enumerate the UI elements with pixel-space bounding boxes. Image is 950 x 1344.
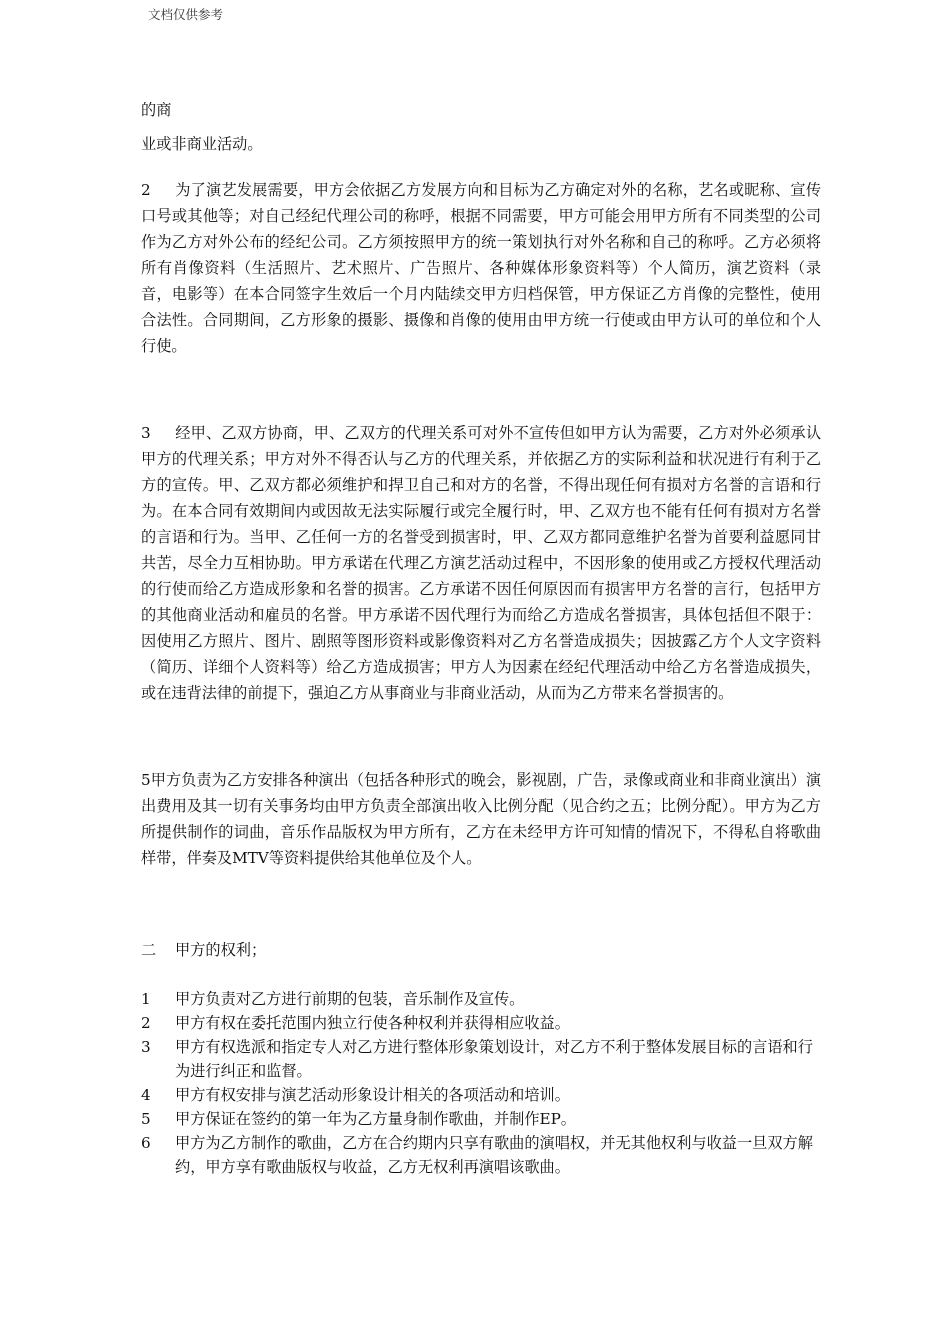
intro-line-1: 的商	[141, 101, 172, 119]
clause-3-text: 经甲、乙双方协商，甲、乙双方的代理关系可对外不宣传但如甲方认为需要，乙方对外必须承认甲方的代理关系；甲方对外不得否认与乙方的代理关系，并依据乙方的实际利益和状况进行有利于乙方的宣传。甲、乙双方都必须维护和捍卫自己和对方的名誉，不得出现任何有损对方名誉的言语和行为。在本合同有效期间内或因故无法实际履行或完全履行时，甲、乙双方也不能有任何有损对方名誉的言语和行为。当甲、乙任何一方的名誉受到损害时，甲、乙双方都同意维护名誉为首要利益愿同甘共苦，尽全力互相协助。甲方承诺在代理乙方演艺活动过程中，不因形象的使用或乙方授权代理活动的行使而给乙方造成形象和名誉的损害。乙方承诺不因任何原因而有损害甲方名誉的言行，包括甲方的其他商业活动和雇员的名誉。甲方承诺不因代理行为而给乙方造成名誉损害，具体包括但不限于：因使用乙方照片、图片、剧照等图形资料或影像资料对乙方名誉造成损失；因披露乙方个人文字资料（简历、详细个人资料等）给乙方造成损害；甲方人为因素在经纪代理活动中给乙方名誉造成损失，或在违背法律的前提下，强迫乙方从事商业与非商业活动，从而为乙方带来名誉损害的。	[141, 424, 821, 702]
clause-5	[141, 767, 821, 871]
clause-3	[141, 420, 821, 706]
clause-5-text: 甲方负责为乙方安排各种演出（包括各种形式的晚会，影视剧，广告，录像或商业和非商业演出）演出费用及其一切有关事务均由甲方负责全部演出收入比例分配（见合约之五；比例分配）。甲方为乙方所提供制作的词曲，音乐作品版权为甲方所有，乙方在未经甲方许可知情的情况下，不得私自将歌曲样带，伴奏及MTV等资料提供给其他单位及个人。	[141, 771, 821, 867]
clause-5-number: 5	[141, 771, 151, 789]
clause-2	[141, 177, 821, 359]
list-item	[141, 987, 821, 1011]
list-item	[141, 1083, 821, 1107]
list-item-number: 2	[141, 1014, 151, 1032]
list-item	[141, 1035, 821, 1083]
list-item-number: 4	[141, 1086, 151, 1104]
clause-3-number: 3	[141, 424, 151, 442]
list-item-text: 甲方负责对乙方进行前期的包装，音乐制作及宣传。	[175, 990, 525, 1008]
list-item-number: 6	[141, 1134, 151, 1152]
rights-heading-title: 甲方的权利；	[175, 941, 267, 959]
list-item-text: 甲方保证在签约的第一年为乙方量身制作歌曲，并制作EP。	[175, 1110, 576, 1128]
list-item-text: 甲方为乙方制作的歌曲，乙方在合约期内只享有歌曲的演唱权，并无其他权利与收益一旦双方解约，甲方享有歌曲版权与收益，乙方无权利再演唱该歌曲。	[175, 1134, 813, 1176]
list-item-text: 甲方有权选派和指定专人对乙方进行整体形象策划设计，对乙方不利于整体发展目标的言语和行为进行纠正和监督。	[175, 1038, 813, 1080]
list-item-number: 5	[141, 1110, 151, 1128]
rights-list	[141, 987, 821, 1179]
list-item	[141, 1131, 821, 1179]
rights-heading-number: 二	[141, 941, 157, 959]
clause-2-number: 2	[141, 181, 151, 199]
document-header-note: 文档仅供参考	[148, 7, 224, 22]
rights-heading	[141, 940, 266, 960]
list-item-text: 甲方有权在委托范围内独立行使各种权利并获得相应收益。	[175, 1014, 570, 1032]
list-item-text: 甲方有权安排与演艺活动形象设计相关的各项活动和培训。	[175, 1086, 570, 1104]
list-item	[141, 1011, 821, 1035]
list-item	[141, 1107, 821, 1131]
clause-2-text: 为了演艺发展需要，甲方会依据乙方发展方向和目标为乙方确定对外的名称，艺名或昵称、宣传口号或其他等；对自己经纪代理公司的称呼，根据不同需要，甲方可能会用甲方所有不同类型的公司作为乙方对外公布的经纪公司。乙方须按照甲方的统一策划执行对外名称和自己的称呼。乙方必须将所有肖像资料（生活照片、艺术照片、广告照片、各种媒体形象资料等）个人简历，演艺资料（录音，电影等）在本合同签字生效后一个月内陆续交甲方归档保管，甲方保证乙方肖像的完整性，使用合法性。合同期间，乙方形象的摄影、摄像和肖像的使用由甲方统一行使或由甲方认可的单位和个人行使。	[141, 181, 821, 355]
list-item-number: 3	[141, 1038, 151, 1056]
intro-line-2: 业或非商业活动。	[141, 135, 263, 153]
list-item-number: 1	[141, 990, 151, 1008]
